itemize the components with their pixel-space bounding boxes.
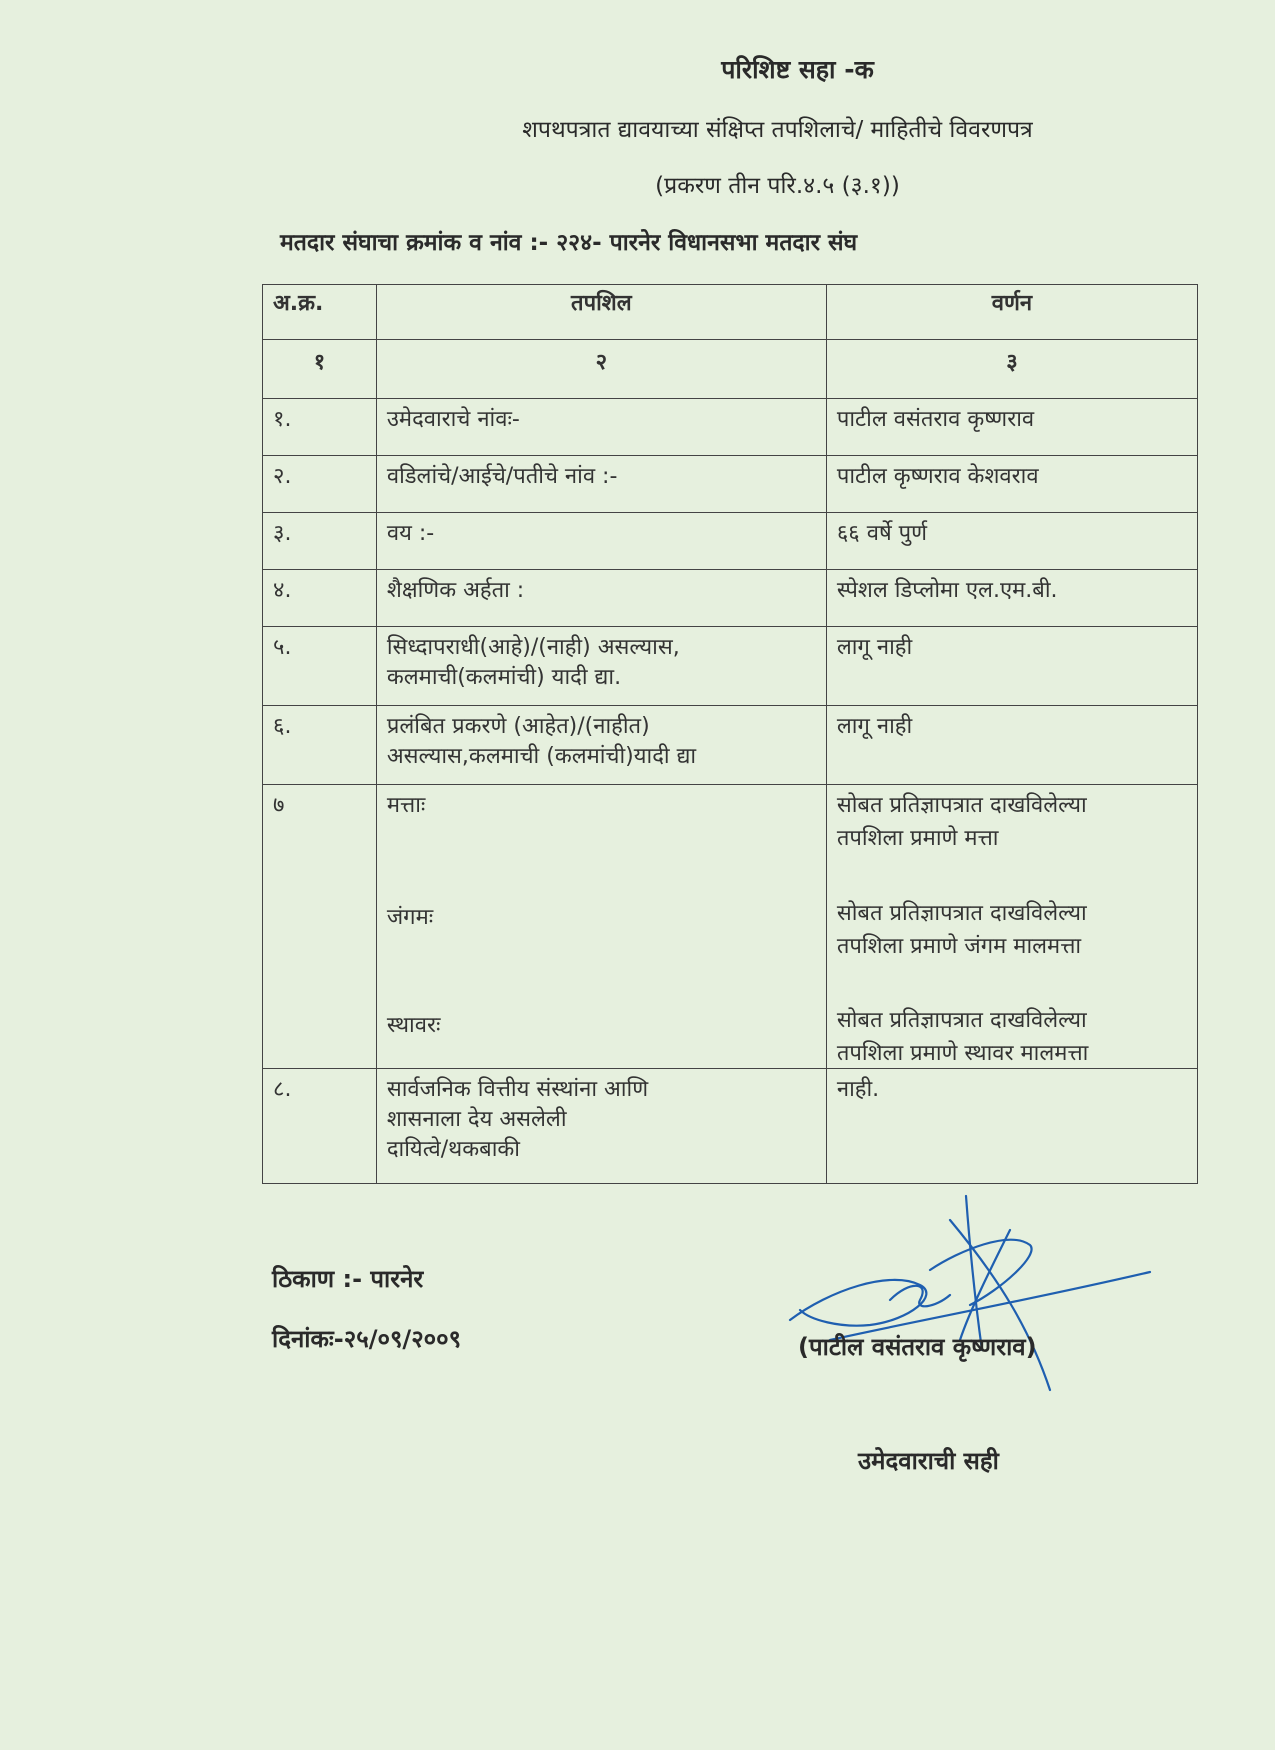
header-detail: तपशिल xyxy=(376,285,826,340)
assets-descriptions xyxy=(826,785,1197,1069)
movable-desc-line: तपशिला प्रमाणे जंगम मालमत्ता xyxy=(836,934,1082,959)
immovable-desc-line: सोबत प्रतिज्ञापत्रात दाखविलेल्या xyxy=(836,1008,1087,1033)
table-row xyxy=(263,513,1198,570)
details-table xyxy=(262,284,1198,1184)
document-subtitle: शपथपत्रात द्यावयाच्या संक्षिप्त तपशिलाचे/ माहितीचे विवरणपत्र xyxy=(522,117,1033,143)
row-detail-line: असल्यास,कलमाची (कलमांची)यादी द्या xyxy=(386,744,697,769)
assets-row xyxy=(263,785,1198,1069)
assets-desc-line: तपशिला प्रमाणे मत्ता xyxy=(836,826,999,851)
row-detail xyxy=(376,706,826,785)
row-description: पाटील कृष्णराव केशवराव xyxy=(826,456,1197,513)
header-description: वर्णन xyxy=(826,285,1197,340)
header-serial: अ.क्र. xyxy=(263,285,377,340)
table-row xyxy=(263,706,1198,785)
table-header-row xyxy=(263,285,1198,340)
column-number-2: २ xyxy=(376,340,826,399)
row-detail-line: शासनाला देय असलेली xyxy=(386,1107,567,1132)
row-serial: १. xyxy=(263,399,377,456)
handwritten-signature-icon xyxy=(770,1190,1170,1410)
table-row xyxy=(263,627,1198,706)
row-serial: ४. xyxy=(263,570,377,627)
signer-name: (पाटील वसंतराव कृष्णराव) xyxy=(798,1333,1037,1361)
row-serial: ३. xyxy=(263,513,377,570)
table-row xyxy=(263,456,1198,513)
row-description: ६६ वर्षे पुर्ण xyxy=(826,513,1197,570)
assets-labels xyxy=(376,785,826,1069)
signature-label: उमेदवाराची सही xyxy=(858,1447,999,1475)
column-number-row xyxy=(263,340,1198,399)
immovable-assets-label: स्थावरः xyxy=(386,1013,441,1038)
row-detail: वडिलांचे/आईचे/पतीचे नांव :- xyxy=(376,456,826,513)
table-row xyxy=(263,570,1198,627)
assets-label: मत्ताः xyxy=(386,793,426,818)
assets-desc-line: सोबत प्रतिज्ञापत्रात दाखविलेल्या xyxy=(836,793,1087,818)
row-detail: शैक्षणिक अर्हता : xyxy=(376,570,826,627)
row-detail xyxy=(376,627,826,706)
movable-assets-label: जंगमः xyxy=(386,905,434,930)
row-detail-line: सार्वजनिक वित्तीय संस्थांना आणि xyxy=(386,1077,649,1102)
row-detail-line: प्रलंबित प्रकरणे (आहेत)/(नाहीत) xyxy=(386,714,650,739)
footer-place: ठिकाण :- पारनेर xyxy=(272,1265,424,1293)
row-detail-line: कलमाची(कलमांची) यादी द्या. xyxy=(386,665,622,690)
row-description: लागू नाही xyxy=(826,627,1197,706)
row-detail: वय :- xyxy=(376,513,826,570)
document-reference: (प्रकरण तीन परि.४.५ (३.१)) xyxy=(655,173,900,199)
row-description: नाही. xyxy=(826,1069,1197,1184)
row-serial: ७ xyxy=(263,785,377,1069)
constituency-heading: मतदार संघाचा क्रमांक व नांव :- २२४- पारनेर विधानसभा मतदार संघ xyxy=(280,230,858,256)
row-serial: ५. xyxy=(263,627,377,706)
row-detail xyxy=(376,1069,826,1184)
column-number-3: ३ xyxy=(826,340,1197,399)
row-serial: ६. xyxy=(263,706,377,785)
row-serial: ८. xyxy=(263,1069,377,1184)
row-detail-line: सिध्दापराधी(आहे)/(नाही) असल्यास, xyxy=(386,635,680,660)
table-row xyxy=(263,399,1198,456)
immovable-desc-line: तपशिला प्रमाणे स्थावर मालमत्ता xyxy=(836,1041,1089,1066)
row-description: स्पेशल डिप्लोमा एल.एम.बी. xyxy=(826,570,1197,627)
footer-date: दिनांकः-२५/०९/२००९ xyxy=(272,1325,462,1353)
liabilities-row xyxy=(263,1069,1198,1184)
movable-desc-line: सोबत प्रतिज्ञापत्रात दाखविलेल्या xyxy=(836,901,1087,926)
column-number-1: १ xyxy=(263,340,377,399)
row-description: लागू नाही xyxy=(826,706,1197,785)
row-description: पाटील वसंतराव कृष्णराव xyxy=(826,399,1197,456)
row-detail-line: दायित्वे/थकबाकी xyxy=(386,1137,520,1162)
row-serial: २. xyxy=(263,456,377,513)
row-detail: उमेदवाराचे नांवः- xyxy=(376,399,826,456)
document-title: परिशिष्ट सहा -क xyxy=(721,55,874,84)
